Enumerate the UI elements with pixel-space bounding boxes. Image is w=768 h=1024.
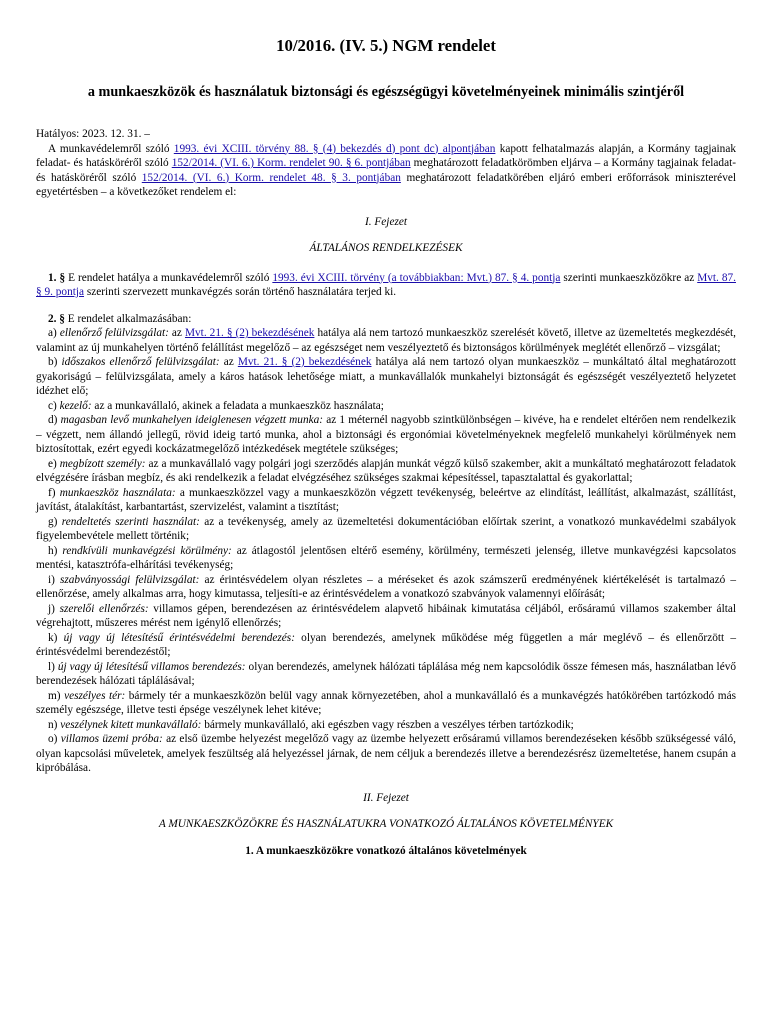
section-text: E rendelet alkalmazásában:: [64, 312, 192, 325]
chapter-2-subtitle: 1. A munkaeszközökre vonatkozó általános követelmények: [245, 844, 527, 857]
section-2-intro: [36, 312, 736, 327]
definition-text: hatálya alá nem tartozó munkaeszköz szerelését követő, illetve az üzemeltetés megkezdését, valamint az új munkahelyen történő felállítást megelőző – az egészséget nem veszélyeztető és biztonságos körülmények meglétét ellenőrző – vizsgálat;: [36, 327, 736, 354]
definition-term: munkaeszköz használata:: [59, 486, 176, 499]
definition-item: [36, 660, 736, 689]
definition-text: bármely tér a munkaeszközön belül vagy annak környezetében, ahol a munkavállaló és a munkavégzés hatókörében tartózkodó más személy egészsége, illetve testi épsége veszélynek lehet kitéve;: [36, 689, 736, 716]
definition-text: az a munkavállaló, akinek a feladata a munkaeszköz használata;: [91, 399, 384, 412]
definition-item: [36, 631, 736, 660]
definition-letter: i): [48, 573, 60, 586]
preamble-text: meghatározott feladatkörömben eljárva – a Kormány tagjainak feladat- és hatásköréről szóló: [36, 157, 736, 184]
chapter-1-title: ÁLTALÁNOS RENDELKEZÉSEK: [309, 242, 463, 254]
definition-text: az a tevékenység, amely az üzemeltetési dokumentációban előírtak szerint, a vonatkozó munkavédelmi szabályok figyelembevétele mellett történik;: [36, 515, 736, 542]
definition-term: kezelő:: [59, 399, 92, 412]
definition-letter: k): [48, 631, 64, 644]
definition-item: [36, 689, 736, 718]
definition-term: veszélynek kitett munkavállaló:: [60, 718, 202, 731]
chapter-1-number: I. Fejezet: [364, 215, 408, 228]
preamble-text: A munkavédelemről szóló: [48, 142, 174, 155]
definition-item: [36, 457, 736, 486]
definition-item: [36, 573, 736, 602]
definition-letter: a): [48, 327, 60, 339]
definition-letter: l): [48, 660, 58, 673]
definition-text: az: [168, 327, 185, 339]
definition-letter: n): [48, 718, 61, 731]
definition-item: [36, 602, 736, 631]
definition-term: új vagy új létesítésű érintésvédelmi berendezés:: [63, 631, 295, 644]
definition-term: ellenőrző felülvizsgálat:: [59, 327, 169, 339]
section-text: szerinti munkaeszközökre az: [560, 271, 698, 284]
chapter-2-title: A MUNKAESZKÖZÖKRE ÉS HASZNÁLATUKRA VONATKOZÓ ÁLTALÁNOS KÖVETELMÉNYEK: [158, 818, 614, 830]
section-2-number: 2. §: [48, 312, 65, 325]
definition-item: [36, 544, 736, 573]
section-text: szerinti szervezett munkavégzés során történő használatára terjed ki.: [84, 286, 397, 298]
definition-item: [36, 515, 736, 544]
definition-text: olyan berendezés, amelynek hálózati táplálása még nem kapcsolódik össze fémesen más, használatban lévő berendezések hálózati táplálásával;: [36, 660, 737, 687]
definition-text: az a munkavállaló vagy polgári jogi szerződés alapján munkát végző külső szakember, akit a munkáltató meghatározott feladatok elvégzésére írásban megbíz, és aki rendelkezik a feladat elvégzéséhez szükséges szakmai képesítéssel, tapasztalattal és gyakorlattal;: [36, 457, 736, 484]
definition-text: az átlagostól jelentősen eltérő esemény, körülmény, természeti jelenség, illetve munkavégzési kapcsolatos mentési, katasztrófa-elhárítási tevékenység;: [36, 544, 736, 571]
effective-date: Hatályos: 2023. 12. 31. –: [36, 128, 150, 140]
definition-term: szerelői ellenőrzés:: [59, 602, 149, 615]
definition-letter: d): [48, 414, 61, 426]
preamble-link-korm-90[interactable]: 152/2014. (VI. 6.) Korm. rendelet 90. § 6. pontjában: [171, 157, 411, 169]
definition-text: az érintésvédelem olyan részletes – a méréseket és azok számszerű eredményének kiértékelését is tartalmazó – ellenőrzése, amely alkalmas arra, hogy kimutassa, teljesíti-e az érintésvédelem a vonatkozó szabványok valamennyi előírását;: [36, 573, 736, 600]
definitions-list: [36, 326, 736, 776]
definition-item: [36, 732, 736, 776]
section-1-number: 1. §: [48, 271, 66, 284]
preamble: [36, 142, 736, 200]
definition-text: a munkaeszközzel vagy a munkaeszközön végzett tevékenység, beleértve az elindítást, leállítást, alkalmazást, szállítást, javítást, átalakítást, karbantartást, szervizelést, valamint a tisztítást;: [36, 486, 737, 513]
definition-term: rendkívüli munkavégzési körülmény:: [62, 544, 232, 557]
definition-text: az 1 méternél nagyobb szintkülönbségen – kivéve, ha e rendelet eltérően nem rendelkezik – végzett, nem állandó jellegű, rövid ideig tartó munka, ahol a biztonsági és ergonómiai követelményeknek megfelelő munkahelyi körülmények nem biztosítottak, ezért egyedi kockázatmegelőző intézkedések megtétele szükséges;: [36, 414, 736, 455]
page-subtitle: a munkaeszközök és használatuk biztonsági és egészségügyi követelményeinek minimális szintjéről: [87, 84, 685, 100]
definition-term: megbízott személy:: [59, 457, 146, 470]
definition-letter: c): [48, 399, 60, 412]
definition-letter: h): [48, 544, 63, 557]
definition-link-mvt-21-2[interactable]: Mvt. 21. § (2) bekezdésének: [237, 356, 372, 368]
definition-term: veszélyes tér:: [64, 689, 126, 702]
definition-item: [36, 718, 736, 733]
definition-item: [36, 486, 736, 515]
definition-letter: f): [48, 486, 60, 499]
definition-text: villamos gépen, berendezésen az érintésvédelem alapvető hibáinak kimutatása céljából, erősáramú villamos szakember által végrehajtott, műszeres mérést nem igénylő ellenőrzés;: [36, 602, 737, 629]
definition-term: új vagy új létesítésű villamos berendezés:: [57, 660, 246, 673]
section-text: E rendelet hatálya a munkavédelemről szóló: [65, 271, 273, 284]
definition-letter: m): [48, 689, 65, 702]
definition-text: olyan berendezés, amelynek működése még független a már meglévő – és ellenőrzött – érintésvédelmi berendezéstől;: [36, 631, 736, 658]
preamble-text: kapott felhatalmazás alapján, a Kormány tagjainak feladat- és hatásköréről szóló: [36, 142, 736, 169]
definition-letter: o): [48, 733, 61, 745]
definition-text: az első üzembe helyezést megelőző vagy az üzembe helyezett erősáramú villamos berendezéseken később szükségessé váló, olyan kapcsolási műveletek, amelyek feszültség alá helyezéssel járnak, de nem céljuk a berendezés illetve a berendezésrész üzemeltetése, hanem csupán a kipróbálása.: [36, 733, 736, 774]
page-title: 10/2016. (IV. 5.) NGM rendelet: [276, 36, 496, 55]
definition-term: villamos üzemi próba:: [60, 733, 163, 745]
definition-letter: e): [48, 457, 60, 470]
definition-text: hatálya alá nem tartozó olyan munkaeszköz – munkáltató által meghatározott gyakoriságú – felülvizsgálata, amely a káros hatások lehetősége miatt, a munkavállalók munkahelyi biztonságát és egészségét veszélyeztető helyzetet idézhet elő;: [36, 356, 736, 397]
definition-letter: g): [48, 515, 62, 528]
preamble-link-mvt[interactable]: 1993. évi XCIII. törvény 88. § (4) bekezdés d) pont dc) alpontjában: [173, 142, 496, 155]
preamble-link-korm-48[interactable]: 152/2014. (VI. 6.) Korm. rendelet 48. § 3. pontjában: [141, 171, 401, 184]
definition-text: bármely munkavállaló, aki egészben vagy részben a veszélyes térben tartózkodik;: [201, 718, 574, 731]
definition-link-mvt-21-2[interactable]: Mvt. 21. § (2) bekezdésének: [184, 327, 315, 339]
definition-text: az: [219, 356, 238, 368]
preamble-text: meghatározott feladatkörében eljáró emberi erőforrások miniszterével egyetértésben – a következőket rendelem el:: [36, 171, 736, 198]
definition-term: szabványossági felülvizsgálat:: [59, 573, 200, 586]
section-1-link-mvt-87-9[interactable]: Mvt. 87. § 9. pontja: [36, 271, 736, 298]
definition-item: [36, 413, 736, 457]
definition-item: [36, 355, 736, 399]
section-1-link-mvt-87-4[interactable]: 1993. évi XCIII. törvény (a továbbiakban: Mvt.) 87. § 4. pontja: [272, 271, 561, 284]
section-1: [36, 271, 736, 300]
definition-term: időszakos ellenőrző felülvizsgálat:: [61, 356, 220, 368]
definition-term: magasban levő munkahelyen ideiglenesen végzett munka:: [60, 414, 324, 426]
definition-item: [36, 399, 736, 414]
chapter-2-number: II. Fejezet: [363, 791, 409, 804]
definition-letter: j): [48, 602, 60, 615]
definition-letter: b): [48, 356, 62, 368]
definition-item: [36, 326, 736, 355]
definition-term: rendeltetés szerinti használat:: [61, 515, 200, 528]
